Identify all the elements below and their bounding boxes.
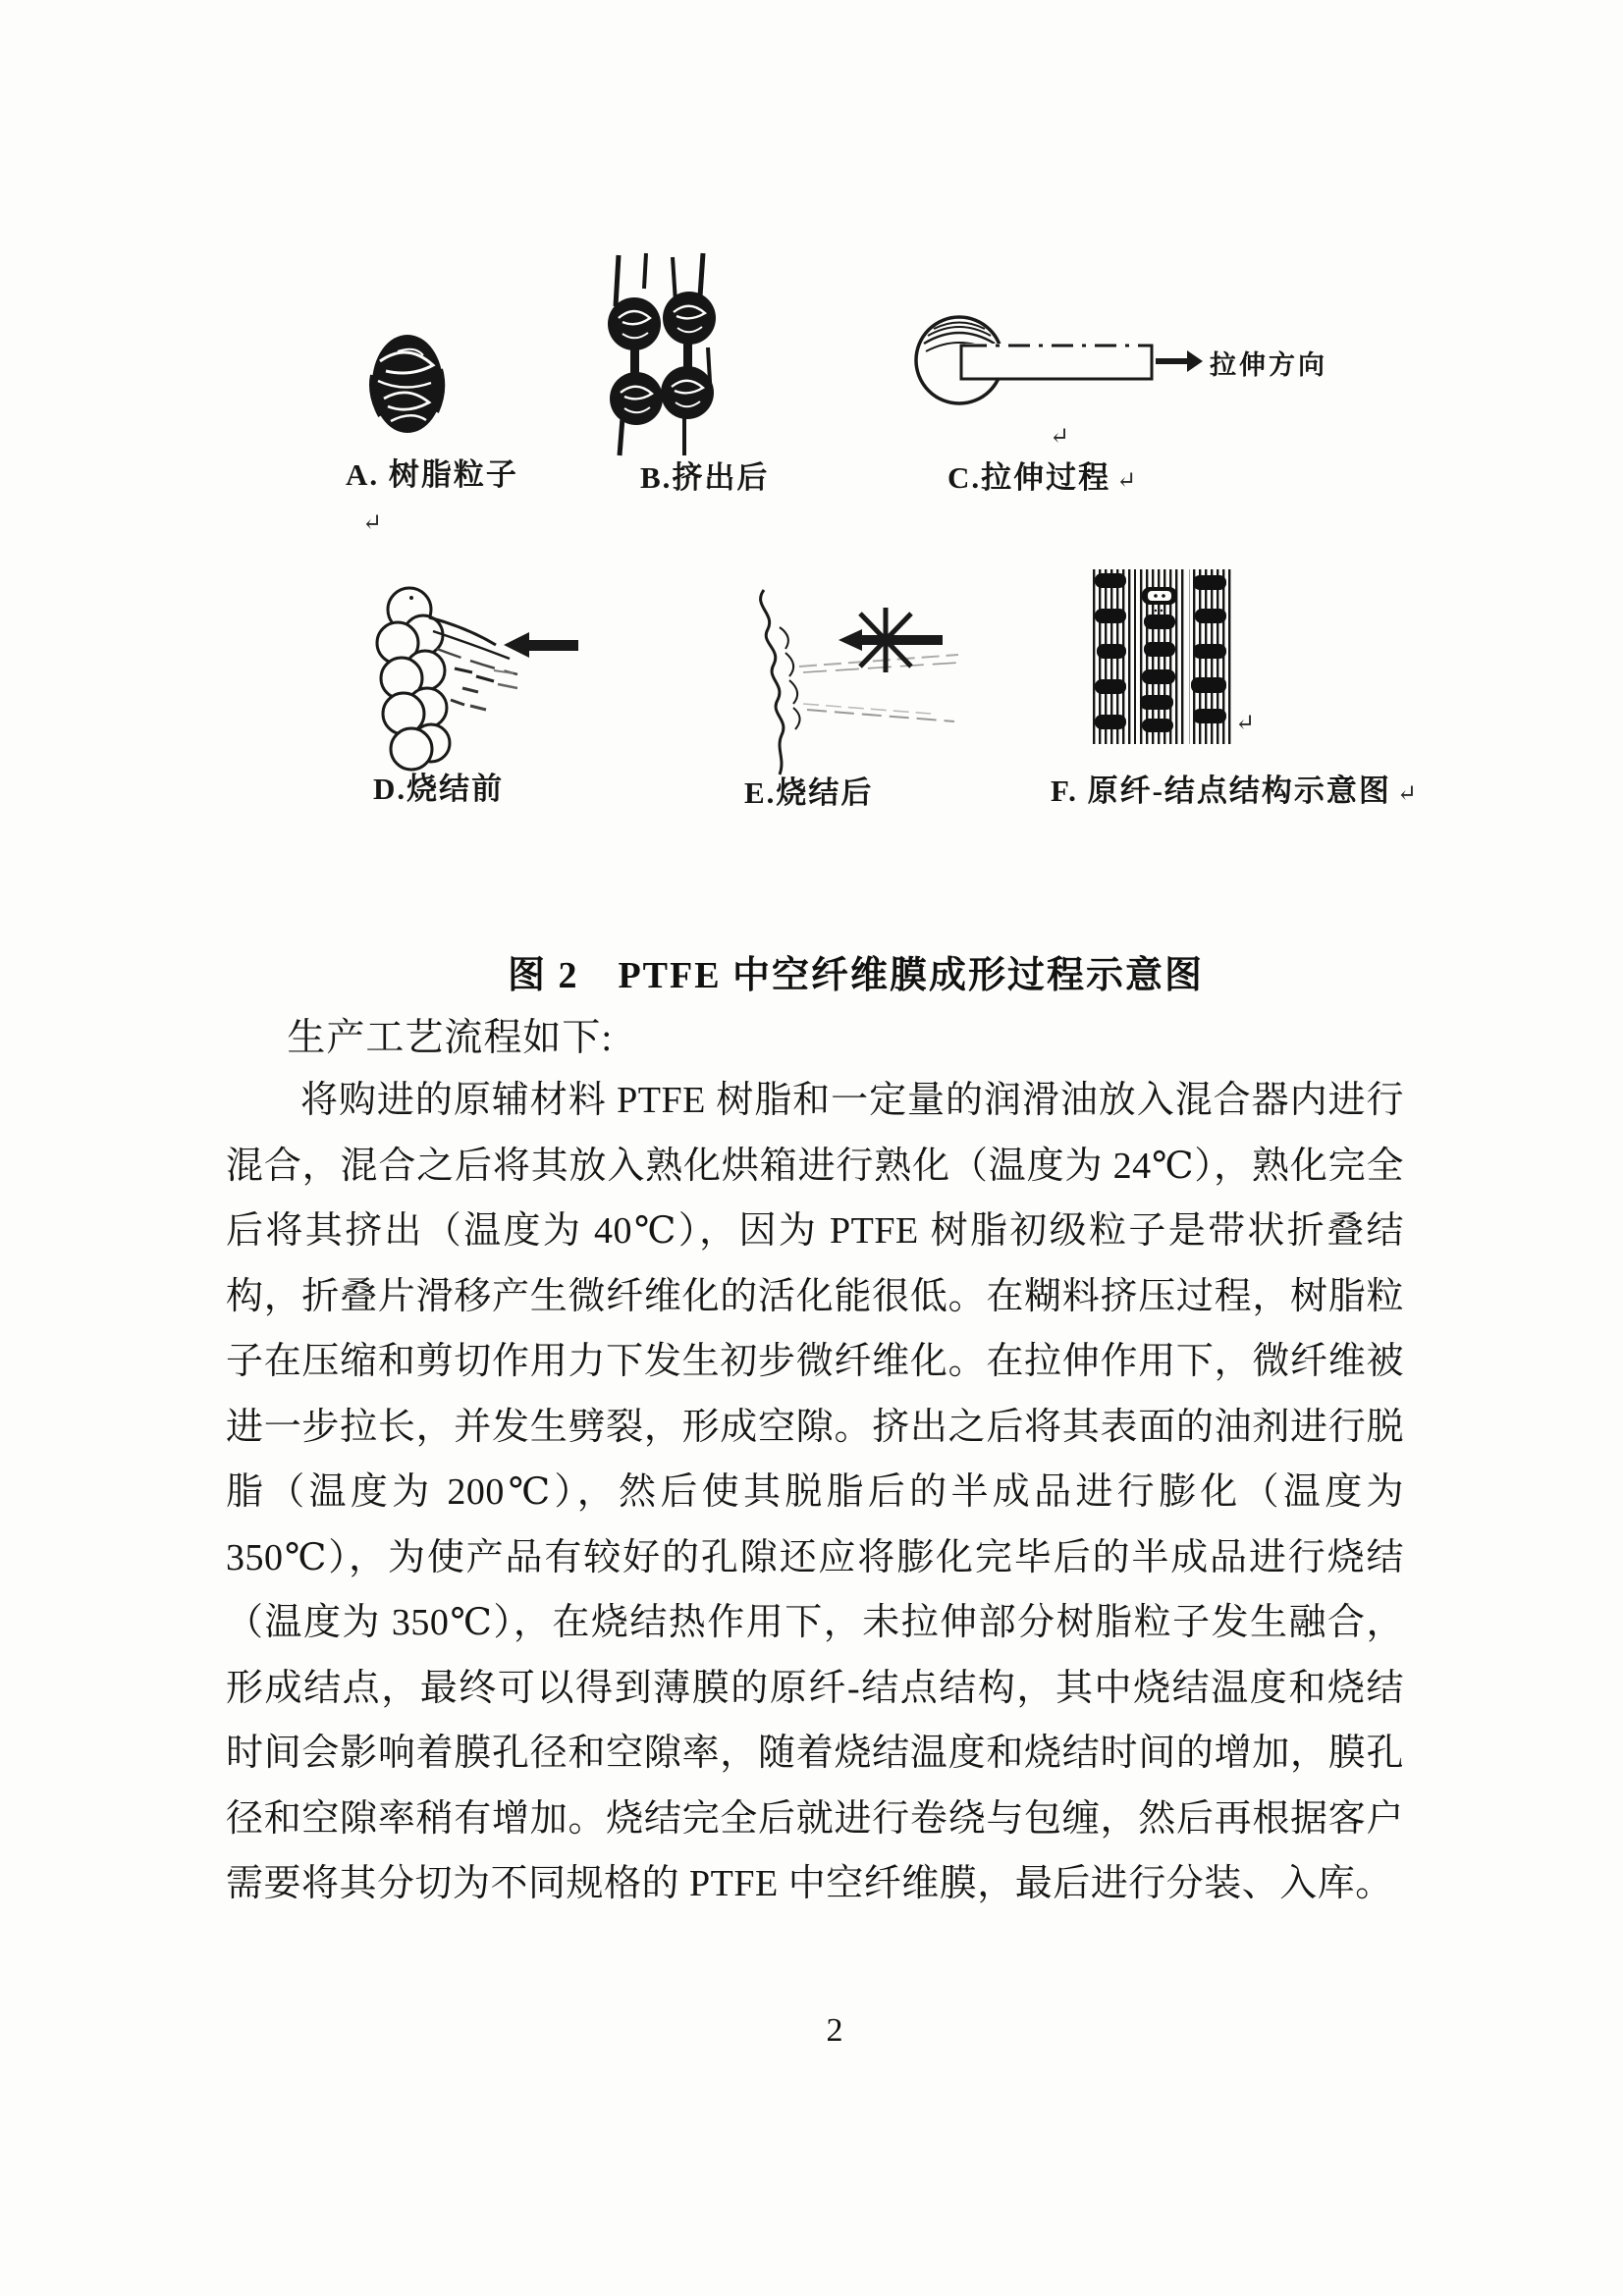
- panel-e-label: E.烧结后: [744, 775, 874, 810]
- stretching-process-drawing: [908, 306, 1203, 414]
- stretch-direction-label: 拉伸方向: [1210, 350, 1327, 380]
- resin-particle-drawing: [358, 326, 457, 439]
- before-sintering-drawing: [368, 584, 643, 780]
- figure-caption: 图 2 PTFE 中空纤维膜成形过程示意图: [507, 955, 1205, 996]
- return-mark-icon: ↵: [362, 510, 383, 536]
- after-sintering-drawing: [736, 584, 962, 780]
- process-intro-line: 生产工艺流程如下:: [287, 1017, 614, 1059]
- stretch-arrow-icon: [1156, 358, 1187, 364]
- return-mark-icon: ↵: [1116, 468, 1137, 494]
- extruded-resin-drawing: [589, 253, 722, 457]
- panel-c-label: C.拉伸过程 ↵: [947, 460, 1137, 495]
- panel-a-label: A. 树脂粒子: [346, 457, 518, 492]
- panel-f-label: F. 原纤-结点结构示意图 ↵: [1051, 774, 1418, 808]
- process-paragraph: 将购进的原辅材料 PTFE 树脂和一定量的润滑油放入混合器内进行混合，混合之后将其放入熟化烘箱进行熟化（温度为 24℃），熟化完全后将其挤出（温度为 40℃），因为 PTFE 树脂初级粒子是带状折叠结构，折叠片滑移产生微纤维化的活化能很低。在糊料挤压过程，树脂粒子在压缩和剪切作用力下发生初步微纤维化。在拉伸作用下，微纤维被进一步拉长，并发生劈裂，形成空隙。挤出之后将其表面的油剂进行脱脂（温度为 200℃），然后使其脱脂后的半成品进行膨化（温度为 350℃），为使产品有较好的孔隙还应将膨化完毕后的半成品进行烧结（温度为 350℃），在烧结热作用下，未拉伸部分树脂粒子发生融合，形成结点，最终可以得到薄膜的原纤-结点结构，其中烧结温度和烧结时间会影响着膜孔径和空隙率，随着烧结温度和烧结时间的增加，膜孔径和空隙率稍有增加。烧结完全后就进行卷绕与包缠，然后再根据客户需要将其分切为不同规格的 PTFE 中空纤维膜，最后进行分装、入库。: [226, 1080, 1404, 1904]
- fibril-node-structure-drawing: [1093, 567, 1232, 746]
- return-mark-icon: ↵: [1396, 781, 1418, 807]
- return-mark-icon: ↵: [1235, 711, 1256, 736]
- panel-d-label: D.烧结前: [373, 772, 505, 806]
- return-mark-icon: ↵: [1050, 424, 1070, 450]
- left-arrow-icon: [504, 632, 578, 658]
- page-number: 2: [826, 2012, 843, 2049]
- panel-b-label: B.挤出后: [640, 460, 770, 495]
